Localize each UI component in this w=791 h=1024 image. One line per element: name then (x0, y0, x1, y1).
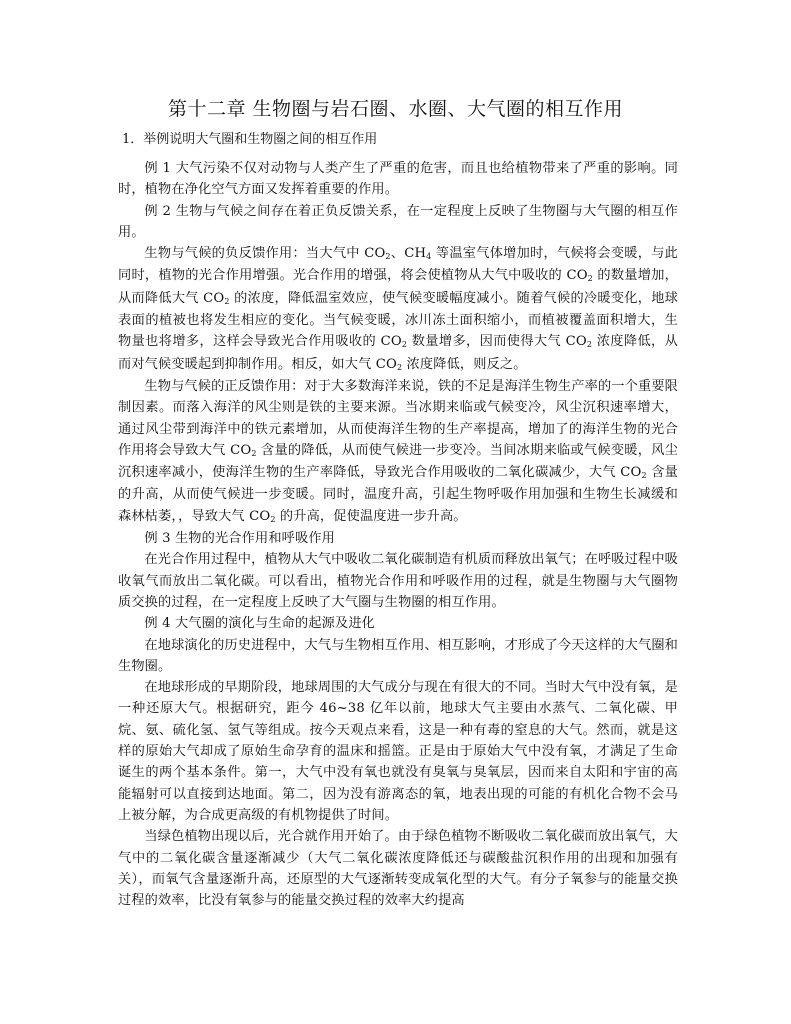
paragraph-green-plants: 当绿色植物出现以后，光合就作用开始了。由于绿色植物不断吸收二氧化碳而放出氧气，大气中的二氧化碳含量逐渐减少（大气二氧化碳浓度降低还与碳酸盐沉积作用的出现和加强有关），而氧气含量逐渐升高，还原型的大气逐渐转变成氧化型的大气。有分子氧参与的能量交换过程的效率，比没有氧参与的能量交换过程的效率大约提高 (118, 829, 678, 909)
paragraph-photosynthesis: 在光合作用过程中，植物从大气中吸收二氧化碳制造有机质而释放出氧气；在呼吸过程中吸收氧气而放出二氧化碳。可以看出，植物光合作用和呼吸作用的过程，就是生物圈与大气圈物质交换的过程，在一定程度上反映了大气圈与生物圈的相互作用。 (118, 552, 678, 610)
paragraph-positive-feedback: 生物与气候的正反馈作用：对于大多数海洋来说，铁的不足是海洋生物生产率的一个重要限制因素。而落入海洋的风尘则是铁的主要来源。当冰期来临或气候变冷，风尘沉积速率增大，通过风尘带到海洋中的铁元素增加，从而使海洋生物的生产率提高，增加了的海洋生物的光合作用将会导致大气 $CO_2$ 含量的降低，从而使气候进一步变冷。当间冰期来临或气候变暖，风尘沉积速率减小，使海洋生物的生产率降低，导致光合作用吸收的二氧化碳减少，大气 $CO_2$ 含量的升高，从而使气候进一步变暖。同时，温度升高，引起生物呼吸作用加强和生物生长减缓和森林枯萎，，导致大气 $CO_2$ 的升高，促使温度进一步升高。 (118, 378, 678, 524)
paragraph-example-4: 例 4 大气圈的演化与生命的起源及进化 (144, 616, 376, 632)
paragraph-negative-feedback: 生物与气候的负反馈作用：当大气中 $CO_2$、$CH_4$ 等温室气体增加时，气候将会变暖，与此同时，植物的光合作用增强。光合作用的增强，将会使植物从大气中吸收的 $CO_2$ 的数量增加，从而降低大气 $CO_2$ 的浓度，降低温室效应，使气候变暖幅度减小。随着气候的冷暖变化，地球表面的植被也将发生相应的变化。当气候变暖，冰川冻土面积缩小，而植被覆盖面积增大，生物量也将增多，这样会导致光合作用吸收的 $CO_2$ 数量增多，因而使得大气 $CO_2$ 浓度降低，从而对气候变暖起到抑制作用。相反，如大气 $CO_2$ 浓度降低，则反之。 (118, 246, 678, 372)
paragraph-evolution: 在地球演化的历史进程中，大气与生物相互作用、相互影响，才形成了今天这样的大气圈和生物圈。 (118, 637, 678, 674)
paragraph-example-2: 例 2 生物与气候之间存在着正负反馈关系，在一定程度上反映了生物圈与大气圈的相互作用。 (118, 203, 678, 240)
section-heading: 1．举例说明大气圈和生物圈之间的相互作用 (122, 132, 378, 147)
chapter-title: 第十二章 生物圈与岩石圈、水圈、大气圈的相互作用 (167, 98, 624, 120)
paragraph-example-3: 例 3 生物的光合作用和呼吸作用 (144, 531, 336, 547)
paragraph-example-1: 例 1 大气污染不仅对动物与人类产生了严重的危害，而且也给植物带来了严重的影响。同时，植物在净化空气方面又发挥着重要的作用。 (118, 161, 678, 198)
document-body (118, 158, 678, 911)
paragraph-early-atmosphere: 在地球形成的早期阶段，地球周围的大气成分与现在有很大的不同。当时大气中没有氧，是一种还原大气。根据研究，距今 46~38 亿年以前，地球大气主要由水蒸气、二氧化碳、甲烷、氨、硫化氢、氢气等组成。按今天观点来看，这是一种有毒的窒息的大气。然而，就是这样的原始大气却成了原始生命孕育的温床和摇篮。正是由于原始大气中没有氧，才满足了生命诞生的两个基本条件。第一，大气中没有氧也就没有臭氧与臭氧层，因而来自太阳和宇宙的高能辐射可以直接到达地面。第二，因为没有游离态的氧，地表出现的可能的有机化合物不会马上被分解，为合成更高级的有机物提供了时间。 (118, 680, 678, 823)
